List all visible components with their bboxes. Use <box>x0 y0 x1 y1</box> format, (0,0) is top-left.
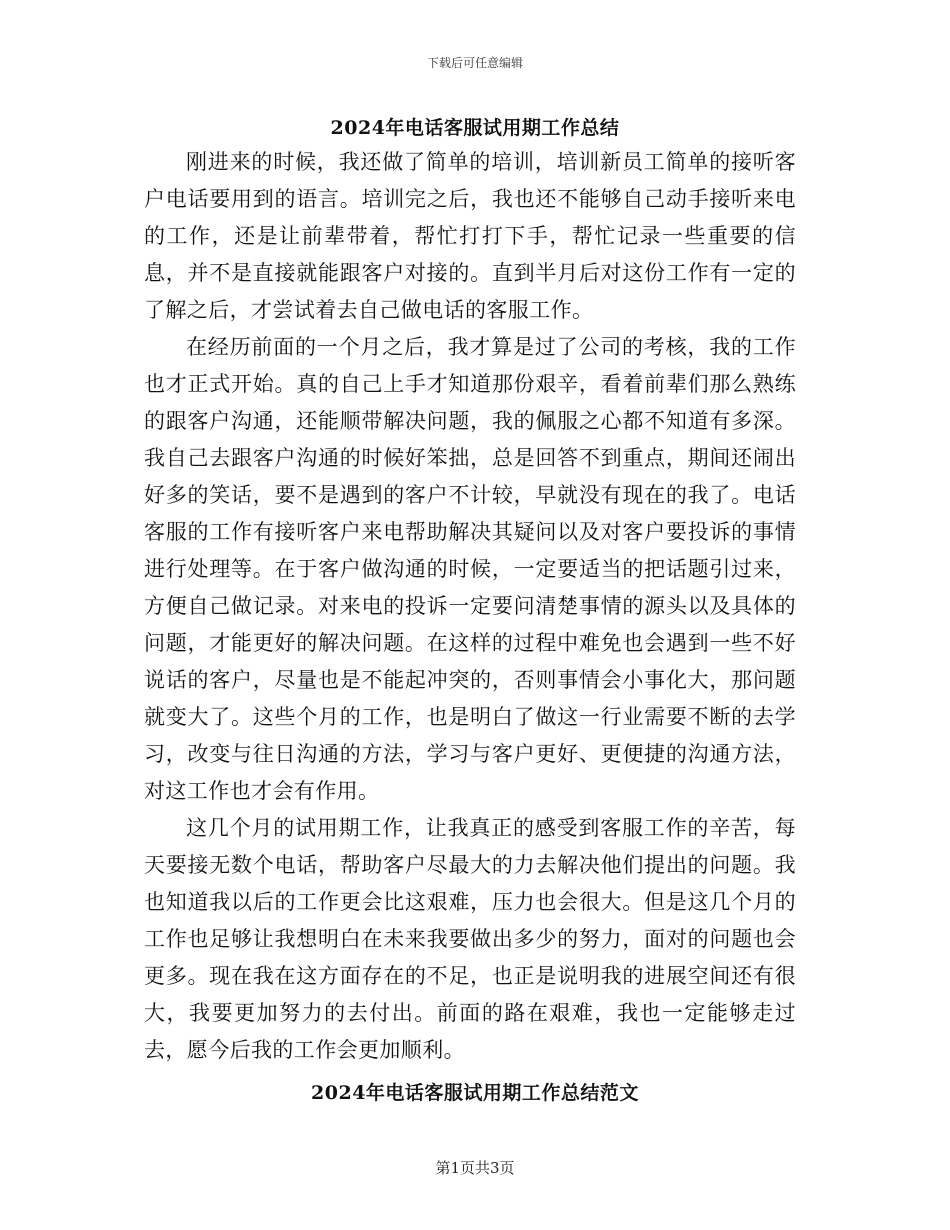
document-body <box>144 144 796 1069</box>
page-number: 第1页共3页 <box>435 1159 515 1177</box>
paragraph-1: 刚进来的时候，我还做了简单的培训，培训新员工简单的接听客户电话要用到的语言。培训完之后，我也还不能够自己动手接听来电的工作，还是让前辈带着，帮忙打打下手，帮忙记录一些重要的信息，并不是直接就能跟客户对接的。直到半月后对这份工作有一定的了解之后，才尝试着去自己做电话的客服工作。 <box>144 150 796 322</box>
paragraph-3: 这几个月的试用期工作，让我真正的感受到客服工作的辛苦，每天要接无数个电话，帮助客户尽最大的力去解决他们提出的问题。我也知道我以后的工作更会比这艰难，压力也会很大。但是这几个月的工作也足够让我想明白在未来我要做出多少的努力，面对的问题也会更多。现在我在这方面存在的不足，也正是说明我的进展空间还有很大，我要更加努力的去付出。前面的路在艰难，我也一定能够走过去，愿今后我的工作会更加顺利。 <box>144 816 796 1062</box>
page-header-note: 下载后可任意编辑 <box>426 56 523 70</box>
next-section-title: 2024年电话客服试用期工作总结范文 <box>311 1082 639 1104</box>
paragraph-2: 在经历前面的一个月之后，我才算是过了公司的考核，我的工作也才正式开始。真的自己上手才知道那份艰辛，看着前辈们那么熟练的跟客户沟通，还能顺带解决问题，我的佩服之心都不知道有多深。我自己去跟客户沟通的时候好笨拙，总是回答不到重点，期间还闹出好多的笑话，要不是遇到的客户不计较，早就没有现在的我了。电话客服的工作有接听客户来电帮助解决其疑问以及对客户要投诉的事情进行处理等。在于客户做沟通的时候，一定要适当的把话题引过来，方便自己做记录。对来电的投诉一定要问清楚事情的源头以及具体的问题，才能更好的解决问题。在这样的过程中难免也会遇到一些不好说话的客户，尽量也是不能起冲突的，否则事情会小事化大，那问题就变大了。这些个月的工作，也是明白了做这一行业需要不断的去学习，改变与往日沟通的方法，学习与客户更好、更便捷的沟通方法，对这工作也才会有作用。 <box>144 335 796 803</box>
document-title: 2024年电话客服试用期工作总结 <box>330 117 620 139</box>
